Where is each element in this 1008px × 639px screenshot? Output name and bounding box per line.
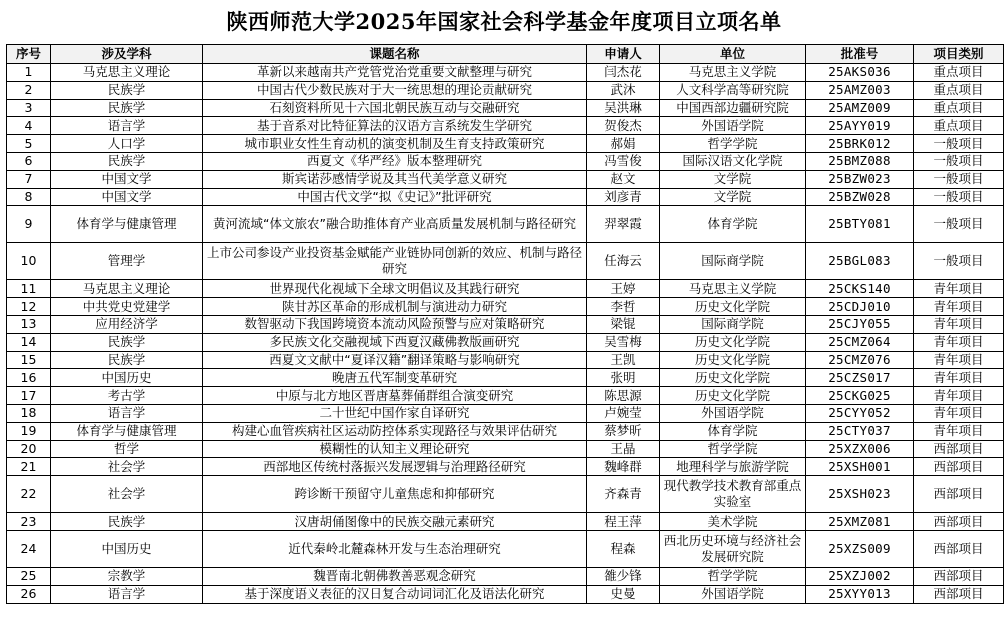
cell-applicant: 武沐 (587, 81, 660, 99)
header-approval-no: 批准号 (806, 45, 914, 64)
cell-approval-no: 25CDJ010 (806, 298, 914, 316)
cell-approval-no: 25XSH001 (806, 458, 914, 476)
table-row (7, 170, 1004, 188)
cell-no: 1 (7, 64, 51, 82)
cell-unit: 哲学学院 (660, 567, 806, 585)
cell-no: 17 (7, 387, 51, 405)
header-discipline: 涉及学科 (51, 45, 203, 64)
table-row (7, 513, 1004, 531)
table-row (7, 280, 1004, 298)
cell-category: 西部项目 (914, 458, 1004, 476)
cell-applicant: 吴洪琳 (587, 99, 660, 117)
cell-no: 14 (7, 333, 51, 351)
cell-unit: 外国语学院 (660, 117, 806, 135)
cell-category: 一般项目 (914, 170, 1004, 188)
cell-unit: 国际商学院 (660, 243, 806, 280)
table-row (7, 404, 1004, 422)
cell-category: 青年项目 (914, 404, 1004, 422)
table-row (7, 206, 1004, 243)
cell-topic: 城市职业女性生育动机的演变机制及生育支持政策研究 (203, 135, 587, 153)
cell-unit: 历史文化学院 (660, 369, 806, 387)
cell-no: 6 (7, 152, 51, 170)
cell-discipline: 社会学 (51, 476, 203, 513)
cell-applicant: 李哲 (587, 298, 660, 316)
cell-discipline: 人口学 (51, 135, 203, 153)
cell-approval-no: 25XSH023 (806, 476, 914, 513)
cell-unit: 体育学院 (660, 422, 806, 440)
cell-discipline: 民族学 (51, 99, 203, 117)
cell-topic: 数智驱动下我国跨境资本流动风险预警与应对策略研究 (203, 315, 587, 333)
cell-topic: 汉唐胡俑图像中的民族交融元素研究 (203, 513, 587, 531)
cell-discipline: 考古学 (51, 387, 203, 405)
cell-discipline: 应用经济学 (51, 315, 203, 333)
header-topic: 课题名称 (203, 45, 587, 64)
cell-category: 青年项目 (914, 315, 1004, 333)
table-row (7, 243, 1004, 280)
cell-category: 青年项目 (914, 422, 1004, 440)
cell-topic: 近代秦岭北麓森林开发与生态治理研究 (203, 530, 587, 567)
cell-category: 一般项目 (914, 135, 1004, 153)
header-applicant: 申请人 (587, 45, 660, 64)
cell-approval-no: 25BGL083 (806, 243, 914, 280)
cell-topic: 中国古代文学“拟《史记》”批评研究 (203, 188, 587, 206)
cell-unit: 现代教学技术教育部重点实验室 (660, 476, 806, 513)
cell-category: 西部项目 (914, 440, 1004, 458)
cell-topic: 中原与北方地区晋唐墓葬俑群组合演变研究 (203, 387, 587, 405)
cell-no: 13 (7, 315, 51, 333)
cell-discipline: 管理学 (51, 243, 203, 280)
header-unit: 单位 (660, 45, 806, 64)
cell-approval-no: 25AYY019 (806, 117, 914, 135)
cell-category: 青年项目 (914, 333, 1004, 351)
header-category: 项目类别 (914, 45, 1004, 64)
cell-unit: 体育学院 (660, 206, 806, 243)
table-row (7, 135, 1004, 153)
cell-discipline: 民族学 (51, 81, 203, 99)
cell-no: 20 (7, 440, 51, 458)
table-row (7, 422, 1004, 440)
cell-no: 23 (7, 513, 51, 531)
cell-topic: 世界现代化视域下全球文明倡议及其践行研究 (203, 280, 587, 298)
cell-approval-no: 25CMZ064 (806, 333, 914, 351)
cell-applicant: 陈思源 (587, 387, 660, 405)
cell-discipline: 中国历史 (51, 369, 203, 387)
cell-applicant: 蔡梦昕 (587, 422, 660, 440)
cell-approval-no: 25CTY037 (806, 422, 914, 440)
cell-category: 一般项目 (914, 206, 1004, 243)
cell-no: 9 (7, 206, 51, 243)
cell-applicant: 卢婉莹 (587, 404, 660, 422)
cell-unit: 历史文化学院 (660, 298, 806, 316)
cell-discipline: 民族学 (51, 152, 203, 170)
cell-unit: 外国语学院 (660, 404, 806, 422)
cell-applicant: 王晶 (587, 440, 660, 458)
table-row (7, 369, 1004, 387)
cell-unit: 文学院 (660, 188, 806, 206)
cell-approval-no: 25BRK012 (806, 135, 914, 153)
cell-topic: 西部地区传统村落振兴发展逻辑与治理路径研究 (203, 458, 587, 476)
cell-discipline: 马克思主义理论 (51, 280, 203, 298)
cell-discipline: 民族学 (51, 513, 203, 531)
cell-no: 21 (7, 458, 51, 476)
cell-topic: 上市公司参设产业投资基金赋能产业链协同创新的效应、机制与路径研究 (203, 243, 587, 280)
table-row (7, 567, 1004, 585)
cell-topic: 中国古代少数民族对于大一统思想的理论贡献研究 (203, 81, 587, 99)
cell-applicant: 刘彦青 (587, 188, 660, 206)
cell-approval-no: 25BTY081 (806, 206, 914, 243)
table-header-row (7, 45, 1004, 64)
cell-applicant: 雒少锋 (587, 567, 660, 585)
cell-no: 25 (7, 567, 51, 585)
cell-category: 西部项目 (914, 513, 1004, 531)
cell-no: 19 (7, 422, 51, 440)
cell-unit: 马克思主义学院 (660, 64, 806, 82)
cell-unit: 美术学院 (660, 513, 806, 531)
cell-discipline: 语言学 (51, 585, 203, 603)
cell-applicant: 吴雪梅 (587, 333, 660, 351)
cell-discipline: 中国文学 (51, 170, 203, 188)
cell-category: 西部项目 (914, 585, 1004, 603)
cell-discipline: 民族学 (51, 351, 203, 369)
header-no: 序号 (7, 45, 51, 64)
cell-discipline: 中共党史党建学 (51, 298, 203, 316)
cell-unit: 文学院 (660, 170, 806, 188)
cell-no: 10 (7, 243, 51, 280)
cell-approval-no: 25CKS140 (806, 280, 914, 298)
cell-applicant: 赵文 (587, 170, 660, 188)
cell-applicant: 程王萍 (587, 513, 660, 531)
cell-no: 4 (7, 117, 51, 135)
cell-discipline: 中国文学 (51, 188, 203, 206)
cell-topic: 构建心血管疾病社区运动防控体系实现路径与效果评估研究 (203, 422, 587, 440)
cell-category: 重点项目 (914, 64, 1004, 82)
cell-topic: 晚唐五代军制变革研究 (203, 369, 587, 387)
cell-unit: 地理科学与旅游学院 (660, 458, 806, 476)
cell-category: 重点项目 (914, 117, 1004, 135)
cell-approval-no: 25CYY052 (806, 404, 914, 422)
cell-topic: 陕甘苏区革命的形成机制与演进动力研究 (203, 298, 587, 316)
cell-unit: 国际商学院 (660, 315, 806, 333)
project-list-table (6, 44, 1004, 604)
cell-applicant: 齐森青 (587, 476, 660, 513)
cell-category: 一般项目 (914, 152, 1004, 170)
cell-category: 一般项目 (914, 188, 1004, 206)
cell-no: 26 (7, 585, 51, 603)
cell-unit: 哲学学院 (660, 135, 806, 153)
cell-discipline: 社会学 (51, 458, 203, 476)
cell-discipline: 体育学与健康管理 (51, 422, 203, 440)
cell-discipline: 语言学 (51, 117, 203, 135)
cell-discipline: 哲学 (51, 440, 203, 458)
cell-category: 西部项目 (914, 530, 1004, 567)
cell-topic: 西夏文文献中“夏译汉籍”翻译策略与影响研究 (203, 351, 587, 369)
table-row (7, 81, 1004, 99)
cell-no: 3 (7, 99, 51, 117)
cell-topic: 基于深度语义表征的汉日复合动词词汇化及语法化研究 (203, 585, 587, 603)
cell-approval-no: 25AKS036 (806, 64, 914, 82)
cell-no: 18 (7, 404, 51, 422)
table-row (7, 530, 1004, 567)
cell-unit: 外国语学院 (660, 585, 806, 603)
cell-approval-no: 25XMZ081 (806, 513, 914, 531)
cell-category: 青年项目 (914, 280, 1004, 298)
cell-applicant: 郝娟 (587, 135, 660, 153)
table-row (7, 476, 1004, 513)
cell-no: 5 (7, 135, 51, 153)
cell-applicant: 任海云 (587, 243, 660, 280)
table-row (7, 333, 1004, 351)
table-row (7, 585, 1004, 603)
cell-category: 青年项目 (914, 387, 1004, 405)
cell-applicant: 梁锟 (587, 315, 660, 333)
cell-category: 重点项目 (914, 99, 1004, 117)
cell-applicant: 程森 (587, 530, 660, 567)
cell-approval-no: 25AMZ009 (806, 99, 914, 117)
cell-discipline: 语言学 (51, 404, 203, 422)
cell-topic: 模糊性的认知主义理论研究 (203, 440, 587, 458)
cell-approval-no: 25BZW028 (806, 188, 914, 206)
cell-category: 青年项目 (914, 369, 1004, 387)
cell-no: 8 (7, 188, 51, 206)
cell-applicant: 羿翠霞 (587, 206, 660, 243)
table-row (7, 298, 1004, 316)
table-row (7, 458, 1004, 476)
cell-no: 22 (7, 476, 51, 513)
cell-approval-no: 25XZS009 (806, 530, 914, 567)
cell-no: 24 (7, 530, 51, 567)
cell-topic: 斯宾诺莎感情学说及其当代美学意义研究 (203, 170, 587, 188)
cell-no: 2 (7, 81, 51, 99)
cell-category: 西部项目 (914, 476, 1004, 513)
cell-topic: 石刻资料所见十六国北朝民族互动与交融研究 (203, 99, 587, 117)
cell-topic: 魏晋南北朝佛教善恶观念研究 (203, 567, 587, 585)
cell-unit: 哲学学院 (660, 440, 806, 458)
cell-unit: 历史文化学院 (660, 351, 806, 369)
cell-discipline: 体育学与健康管理 (51, 206, 203, 243)
cell-discipline: 马克思主义理论 (51, 64, 203, 82)
cell-topic: 革新以来越南共产党管党治党重要文献整理与研究 (203, 64, 587, 82)
table-row (7, 315, 1004, 333)
table-row (7, 440, 1004, 458)
cell-approval-no: 25BMZ088 (806, 152, 914, 170)
cell-category: 西部项目 (914, 567, 1004, 585)
cell-unit: 西北历史环境与经济社会发展研究院 (660, 530, 806, 567)
cell-discipline: 宗教学 (51, 567, 203, 585)
table-row (7, 64, 1004, 82)
cell-approval-no: 25AMZ003 (806, 81, 914, 99)
cell-approval-no: 25CZS017 (806, 369, 914, 387)
cell-approval-no: 25XYY013 (806, 585, 914, 603)
cell-topic: 跨诊断干预留守儿童焦虑和抑郁研究 (203, 476, 587, 513)
cell-applicant: 闫杰花 (587, 64, 660, 82)
table-row (7, 188, 1004, 206)
cell-category: 一般项目 (914, 243, 1004, 280)
cell-applicant: 魏峰群 (587, 458, 660, 476)
cell-applicant: 张明 (587, 369, 660, 387)
cell-category: 青年项目 (914, 351, 1004, 369)
cell-topic: 多民族文化交融视域下西夏汉藏佛教版画研究 (203, 333, 587, 351)
cell-unit: 人文科学高等研究院 (660, 81, 806, 99)
cell-approval-no: 25CKG025 (806, 387, 914, 405)
cell-approval-no: 25BZW023 (806, 170, 914, 188)
cell-no: 11 (7, 280, 51, 298)
cell-applicant: 王凯 (587, 351, 660, 369)
cell-category: 青年项目 (914, 298, 1004, 316)
cell-discipline: 民族学 (51, 333, 203, 351)
cell-unit: 历史文化学院 (660, 333, 806, 351)
cell-no: 15 (7, 351, 51, 369)
cell-category: 重点项目 (914, 81, 1004, 99)
cell-unit: 中国西部边疆研究院 (660, 99, 806, 117)
cell-unit: 马克思主义学院 (660, 280, 806, 298)
document-title: 陕西师范大学2025年国家社会科学基金年度项目立项名单 (226, 9, 782, 34)
cell-topic: 二十世纪中国作家自译研究 (203, 404, 587, 422)
cell-applicant: 冯雪俊 (587, 152, 660, 170)
cell-topic: 基于音系对比特征算法的汉语方言系统发生学研究 (203, 117, 587, 135)
table-row (7, 99, 1004, 117)
cell-discipline: 中国历史 (51, 530, 203, 567)
cell-unit: 历史文化学院 (660, 387, 806, 405)
table-row (7, 387, 1004, 405)
table-row (7, 152, 1004, 170)
table-row (7, 117, 1004, 135)
cell-topic: 黄河流域“体文旅农”融合助推体育产业高质量发展机制与路径研究 (203, 206, 587, 243)
table-row (7, 351, 1004, 369)
cell-applicant: 贺俊杰 (587, 117, 660, 135)
cell-approval-no: 25CJY055 (806, 315, 914, 333)
cell-applicant: 王婷 (587, 280, 660, 298)
cell-applicant: 史曼 (587, 585, 660, 603)
cell-unit: 国际汉语文化学院 (660, 152, 806, 170)
cell-approval-no: 25CMZ076 (806, 351, 914, 369)
cell-approval-no: 25XZJ002 (806, 567, 914, 585)
cell-no: 16 (7, 369, 51, 387)
cell-topic: 西夏文《华严经》版本整理研究 (203, 152, 587, 170)
cell-no: 7 (7, 170, 51, 188)
cell-no: 12 (7, 298, 51, 316)
cell-approval-no: 25XZX006 (806, 440, 914, 458)
